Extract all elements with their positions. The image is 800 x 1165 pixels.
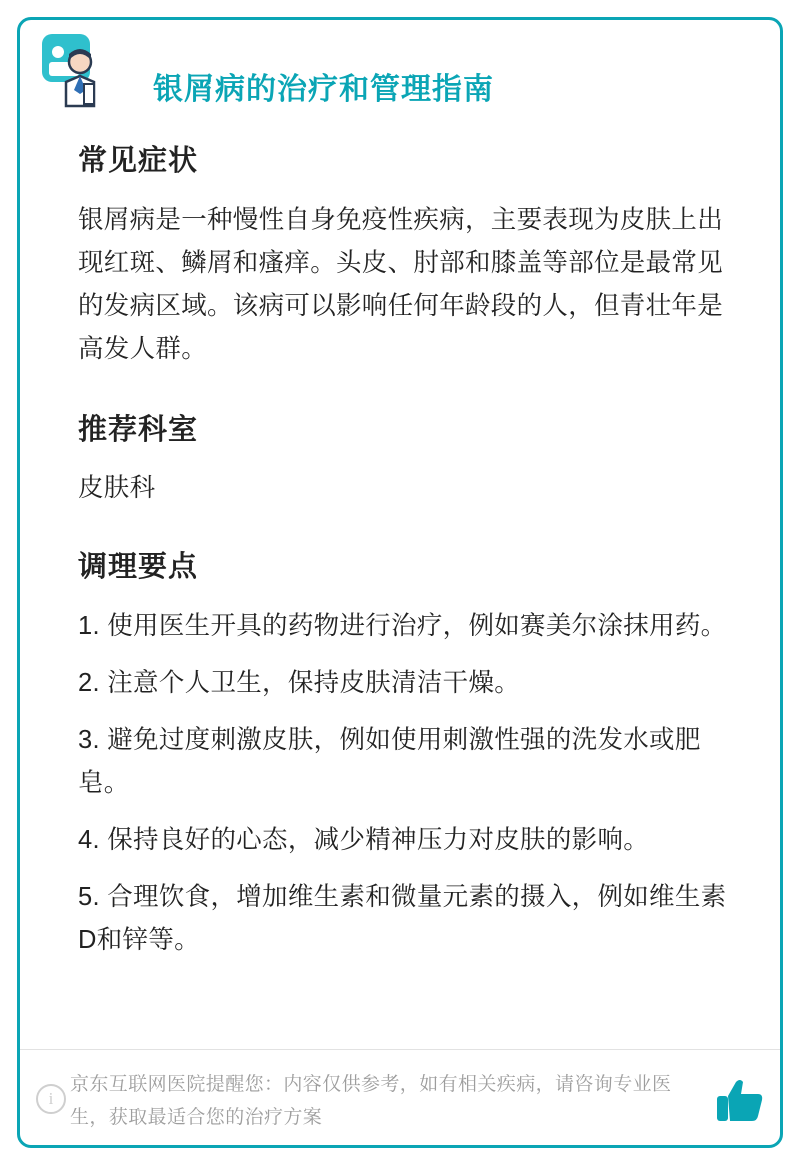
- article-card: [17, 17, 783, 1148]
- article-content: [20, 116, 780, 976]
- doctor-avatar-icon: [40, 32, 112, 110]
- info-circle-icon: i: [36, 1084, 66, 1114]
- section-heading-symptoms: 常见症状: [78, 145, 199, 177]
- care-points-list: [78, 605, 734, 962]
- card-header: [20, 20, 780, 108]
- section-heading-department: 推荐科室: [78, 414, 199, 446]
- page-title: 银屑病的治疗和管理指南: [153, 73, 494, 106]
- list-item: 4. 保持良好的心态，减少精神压力对皮肤的影响。: [78, 826, 650, 854]
- list-item: 2. 注意个人卫生，保持皮肤清洁干燥。: [78, 669, 521, 697]
- list-item: 1. 使用医生开具的药物进行治疗，例如赛美尔涂抹用药。: [78, 612, 727, 640]
- thumbs-up-icon[interactable]: [714, 1076, 766, 1124]
- list-item: 3. 避免过度刺激皮肤，例如使用刺激性强的洗发水或肥皂。: [78, 726, 701, 797]
- disclaimer-footer: [20, 1049, 780, 1145]
- section-heading-care-points: 调理要点: [78, 551, 199, 583]
- section-text-symptoms: 银屑病是一种慢性自身免疫性疾病，主要表现为皮肤上出现红斑、鳞屑和瘙痒。头皮、肘部和膝盖等部位是最常见的发病区域。该病可以影响任何年龄段的人，但青壮年是高发人群。: [78, 206, 724, 363]
- list-item: 5. 合理饮食，增加维生素和微量元素的摄入，例如维生素D和锌等。: [78, 883, 727, 954]
- disclaimer-text: 京东互联网医院提醒您：内容仅供参考，如有相关疾病，请咨询专业医生，获取最适合您的治疗方案: [70, 1074, 672, 1128]
- section-text-department: 皮肤科: [78, 474, 156, 502]
